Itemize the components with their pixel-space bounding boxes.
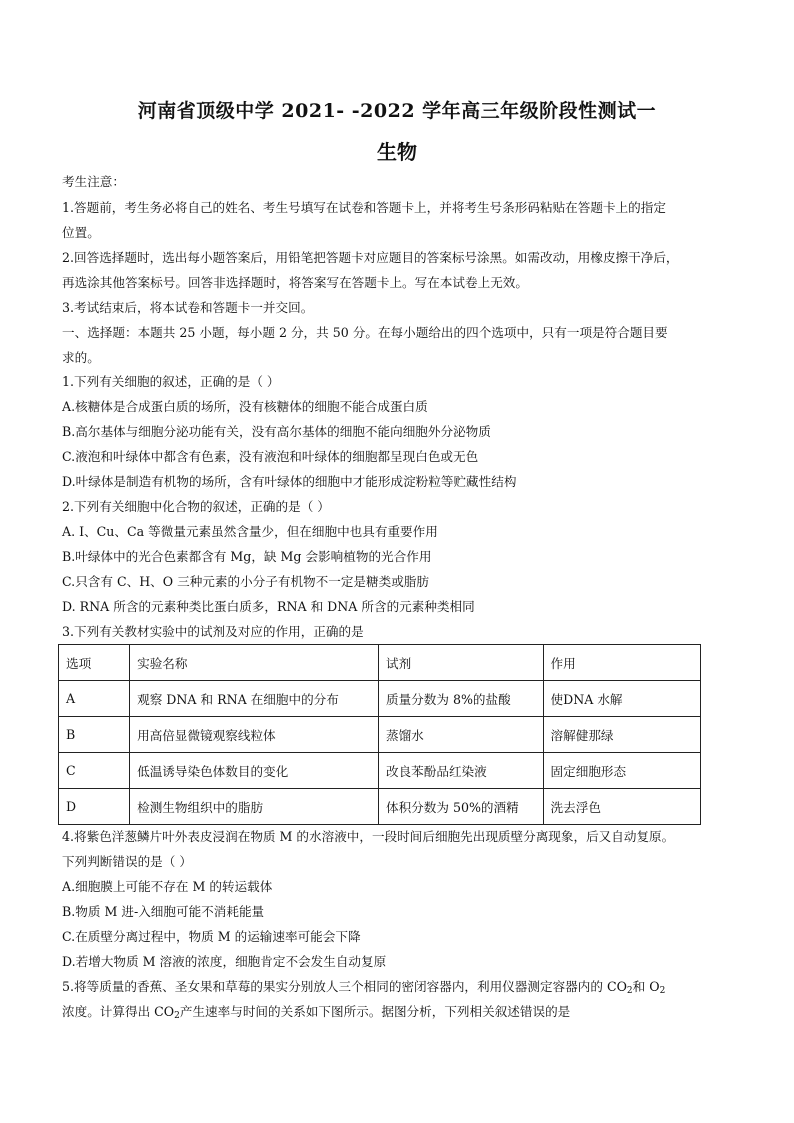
q5-sub-3: 2 — [174, 1011, 180, 1021]
notice-item-1b: 位置。 — [62, 225, 100, 240]
q2-option-b: B.叶绿体中的光合色素都含有 Mg，缺 Mg 会影响植物的光合作用 — [62, 549, 432, 564]
q4-option-a: A.细胞膜上可能不存在 M 的转运载体 — [62, 879, 273, 894]
q2-option-c: C.只含有 C、H、O 三种元素的小分子有机物不一定是糖类或脂肪 — [62, 574, 429, 589]
q4-option-d: D.若增大物质 M 溶液的浓度，细胞肯定不会发生自动复原 — [62, 954, 387, 969]
q1-option-c: C.液泡和叶绿体中都含有色素，没有液泡和叶绿体的细胞都呈现白色或无色 — [62, 449, 479, 464]
section-heading-b: 求的。 — [62, 350, 100, 365]
table-cell: 洗去浮色 — [543, 789, 700, 825]
table-row — [59, 681, 701, 717]
table-row — [59, 753, 701, 789]
q1-option-a: A.核糖体是合成蛋白质的场所，没有核糖体的细胞不能合成蛋白质 — [62, 399, 428, 414]
table-cell: 溶解健那绿 — [543, 717, 700, 753]
q4-option-c: C.在质壁分离过程中，物质 M 的运输速率可能会下降 — [62, 929, 361, 944]
table-cell: C — [59, 753, 130, 789]
table-cell: 用高倍显微镜观察线粒体 — [130, 717, 379, 753]
table-header-row — [59, 645, 701, 681]
notice-item-2a: 2.回答选择题时，选出每小题答案后，用铅笔把答题卡对应题目的答案标号涂黑。如需改动，用橡皮擦干净后， — [62, 250, 679, 265]
table-cell: 低温诱导染色体数目的变化 — [130, 753, 379, 789]
q5-text-4: 产生速率与时间的关系如下图所示。据图分析，下列相关叙述错误的是 — [179, 1004, 571, 1019]
table-cell: 改良苯酚品红染液 — [378, 753, 543, 789]
q5-sub-1: 2 — [626, 986, 633, 996]
table-cell: A — [59, 681, 130, 717]
q4-stem-a: 4.将紫色洋葱鳞片叶外表皮浸润在物质 M 的水溶液中，一段时间后细胞先出现质壁分离现象，后又自动复原。 — [62, 829, 675, 844]
table-cell: D — [59, 789, 130, 825]
section-heading-a: 一、选择题：本题共 25 小题，每小题 2 分，共 50 分。在每小题给出的四个选项中，只有一项是符合题目要 — [62, 325, 668, 340]
q5-sub-2: 2 — [659, 986, 666, 996]
table-header-cell: 试剂 — [378, 645, 543, 681]
table-cell: B — [59, 717, 130, 753]
q1-option-b: B.高尔基体与细胞分泌功能有关，没有高尔基体的细胞不能向细胞外分泌物质 — [62, 424, 491, 439]
q1-stem: 1.下列有关细胞的叙述，正确的是（ ） — [62, 374, 280, 389]
q5-text-3: 浓度。计算得出 CO — [62, 1004, 175, 1019]
notice-item-1a: 1.答题前，考生务必将自己的姓名、考生号填写在试卷和答题卡上，并将考生号条形码粘贴在答题卡上的指定 — [62, 200, 666, 215]
table-cell: 蒸馏水 — [378, 717, 543, 753]
notice-item-3: 3.考试结束后，将本试卷和答题卡一并交回。 — [62, 300, 314, 315]
q5-text-1: 5.将等质量的香蕉、圣女果和草莓的果实分别放人三个相同的密闭容器内，利用仪器测定容器内的 CO — [62, 979, 627, 994]
table-row — [59, 717, 701, 753]
table-cell: 体积分数为 50%的酒精 — [378, 789, 543, 825]
table-cell: 观察 DNA 和 RNA 在细胞中的分布 — [130, 681, 379, 717]
q5-stem-a — [62, 979, 665, 995]
table-header-cell: 实验名称 — [130, 645, 379, 681]
q4-option-b: B.物质 M 进-入细胞可能不消耗能量 — [62, 904, 265, 919]
table-cell: 固定细胞形态 — [543, 753, 700, 789]
table-row — [59, 789, 701, 825]
exam-title: 河南省顶级中学 2021- -2022 学年高三年级阶段性测试一 — [137, 100, 657, 122]
q4-stem-b: 下列判断错误的是（ ） — [62, 854, 192, 869]
q2-option-d: D. RNA 所含的元素种类比蛋白质多，RNA 和 DNA 所含的元素种类相同 — [62, 599, 475, 614]
q5-text-2: 和 O — [632, 979, 660, 994]
notice-item-2b: 再选涂其他答案标号。回答非选择题时，将答案写在答题卡上。写在本试卷上无效。 — [62, 275, 528, 290]
table-cell: 质量分数为 8%的盐酸 — [378, 681, 543, 717]
q3-stem: 3.下列有关教材实验中的试剂及对应的作用，正确的是 — [62, 624, 364, 639]
exam-subject: 生物 — [377, 140, 417, 164]
q3-table — [58, 644, 701, 825]
table-cell: 使DNA 水解 — [543, 681, 700, 717]
table-cell: 检测生物组织中的脂肪 — [130, 789, 379, 825]
table-header-cell: 选项 — [59, 645, 130, 681]
q5-stem-b — [62, 1004, 570, 1020]
q2-option-a: A. I、Cu、Ca 等微量元素虽然含量少，但在细胞中也具有重要作用 — [62, 524, 438, 539]
table-header-cell: 作用 — [543, 645, 700, 681]
q2-stem: 2.下列有关细胞中化合物的叙述，正确的是（ ） — [62, 499, 330, 514]
q1-option-d: D.叶绿体是制造有机物的场所，含有叶绿体的细胞中才能形成淀粉粒等贮藏性结构 — [62, 474, 517, 489]
notice-heading: 考生注意： — [62, 174, 125, 189]
